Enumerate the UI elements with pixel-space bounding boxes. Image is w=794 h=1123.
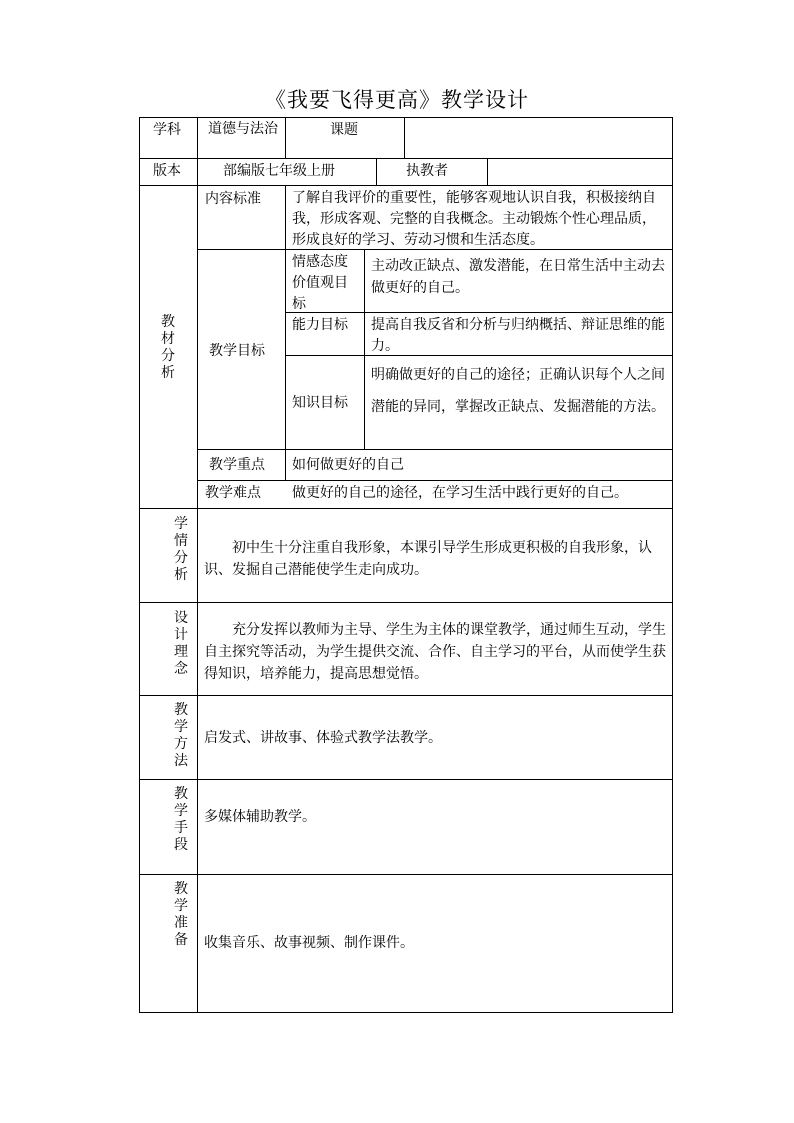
subject-value: 道德与法治: [208, 121, 278, 137]
col-divider: [197, 185, 198, 1013]
emotion-goal-text: 主动改正缺点、激发潜能，在日常生活中主动去做更好的自己。: [371, 258, 665, 296]
col-divider: [364, 249, 365, 449]
materials-section-label: 教材分析: [161, 314, 175, 381]
row-divider: [139, 779, 673, 780]
teaching-means-text: 多媒体辅助教学。: [204, 809, 316, 825]
col-divider: [285, 185, 286, 480]
row-divider: [197, 449, 673, 450]
content-standard-text: 了解自我评价的重要性，能够客观地认识自我，积极接纳自我，形成客观、完整的自我概念。主动锻炼个性心理品质，形成良好的学习、劳动习惯和生活态度。: [292, 190, 656, 248]
knowledge-goal-text: 明确做更好的自己的途径；正确认识每个人之间潜能的异同，掌握改正缺点、发掘潜能的方法。: [371, 367, 665, 415]
design-concept-label: 设计理念: [174, 610, 188, 677]
ability-goal-text: 提高自我反省和分析与归纳概括、辩证思维的能力。: [371, 317, 665, 354]
col-divider: [376, 158, 377, 185]
content-standard-label: 内容标准: [205, 191, 261, 207]
edition-label: 版本: [153, 163, 181, 179]
student-analysis-label: 学情分析: [174, 516, 188, 583]
design-concept-text: 充分发挥以教师为主导、学生为主体的课堂教学，通过师生互动，学生自主探究等活动，为学生提供交流、合作、自主学习的平台，从而使学生获得知识，培养能力，提高思想觉悟。: [204, 622, 666, 682]
row-divider: [139, 602, 673, 603]
knowledge-goal-label: 知识目标: [292, 395, 348, 411]
difficulty-text: 做更好的自己的途径，在学习生活中践行更好的自己。: [292, 485, 628, 501]
teacher-label: 执教者: [406, 163, 448, 179]
edition-value: 部编版七年级上册: [223, 163, 335, 179]
teaching-means-label: 教学手段: [174, 786, 188, 853]
subject-label: 学科: [153, 122, 181, 138]
row-divider: [197, 480, 673, 481]
col-divider: [197, 158, 198, 185]
col-divider: [197, 117, 198, 158]
teaching-method-label: 教学方法: [174, 702, 188, 769]
ability-goal-label: 能力目标: [292, 317, 348, 333]
row-divider: [139, 185, 673, 186]
topic-label: 课题: [330, 122, 358, 138]
focus-label: 教学重点: [209, 457, 265, 473]
col-divider: [404, 117, 405, 158]
teaching-method-text: 启发式、讲故事、体验式教学法教学。: [204, 730, 442, 746]
teaching-prep-text: 收集音乐、故事视频、制作课件。: [204, 935, 414, 951]
teaching-prep-label: 教学准备: [174, 881, 188, 948]
student-analysis-text: 初中生十分注重自我形象，本课引导学生形成更积极的自我形象，认识、发掘自己潜能使学生走向成功。: [204, 540, 652, 578]
row-divider: [139, 508, 673, 509]
row-divider: [139, 158, 673, 159]
row-divider: [139, 695, 673, 696]
row-divider: [139, 874, 673, 875]
col-divider: [285, 117, 286, 158]
document-title: 《我要飞得更高》教学设计: [265, 88, 529, 112]
emotion-goal-label: 情感态度价值观目标: [292, 254, 348, 312]
col-divider: [487, 158, 488, 185]
focus-text: 如何做更好的自己: [292, 457, 404, 473]
teaching-goals-label: 教学目标: [209, 343, 265, 359]
difficulty-label: 教学难点: [205, 485, 261, 501]
